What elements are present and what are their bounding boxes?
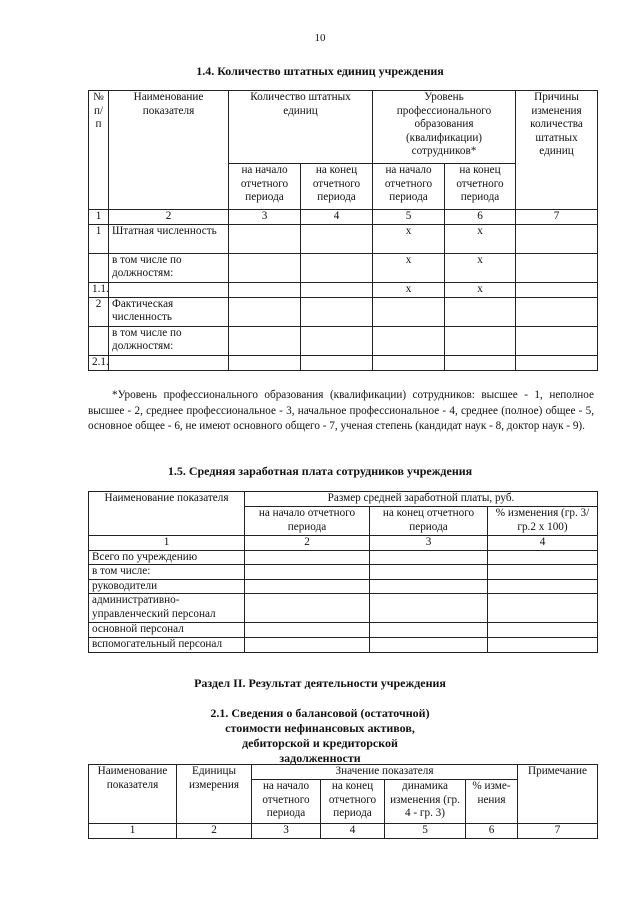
- col-num: 3: [252, 824, 321, 839]
- header-percent-change: % изме-нения: [466, 780, 518, 824]
- col-num: 3: [370, 536, 488, 551]
- col-num: 2: [245, 536, 370, 551]
- cell-empty: [245, 565, 370, 580]
- header-count: Количество штатных единиц: [229, 91, 373, 164]
- row-num: [89, 253, 109, 282]
- table-row: [89, 638, 598, 653]
- col-num: 4: [301, 210, 373, 225]
- col-num: 5: [385, 824, 466, 839]
- header-name: Наименование показателя: [109, 91, 229, 210]
- row-name: руководители: [89, 579, 245, 594]
- col-num: 7: [516, 210, 598, 225]
- cell-empty: [229, 355, 301, 370]
- cell-level-start: [373, 355, 445, 370]
- header-level-start: на начало отчетного периода: [373, 164, 445, 210]
- col-num: 6: [445, 210, 516, 225]
- row-num: 2: [89, 297, 109, 326]
- table-row: [89, 282, 598, 297]
- cell-empty: [229, 297, 301, 326]
- col-num: 2: [109, 210, 229, 225]
- cell-empty: [245, 579, 370, 594]
- row-name: [109, 282, 229, 297]
- cell-empty: [516, 297, 598, 326]
- header-reasons: Причины изменения количества штатных единиц: [516, 91, 598, 210]
- column-numbers-row: [89, 210, 598, 225]
- row-num: 2.1.: [89, 355, 109, 370]
- cell-empty: [488, 638, 598, 653]
- header-unit: Единицы измерения: [177, 765, 252, 824]
- header-num: № п/п: [89, 91, 109, 210]
- cell-empty: [229, 282, 301, 297]
- cell-empty: [301, 355, 373, 370]
- cell-empty: [229, 253, 301, 282]
- col-num: 4: [488, 536, 598, 551]
- cell-level-end: [445, 355, 516, 370]
- col-num: 4: [321, 824, 385, 839]
- row-num: 1: [89, 224, 109, 253]
- col-num: 1: [89, 824, 177, 839]
- cell-empty: [516, 355, 598, 370]
- education-level-footnote: *Уровень профессионального образования (квалификации) сотрудников: высшее - 1, неполное высшее - 2, среднее профессиональное - 3, начальное профессиональное - 4, среднее (полное) общее - 5, основное общее - 6, не имеют основного общего - 7, ученая степень (кандидат наук - 8, доктор наук - 9).: [88, 389, 594, 432]
- section-2-title: Раздел II. Результат деятельности учреждения: [194, 676, 446, 690]
- header-note: Примечание: [518, 765, 598, 824]
- cell-empty: [301, 282, 373, 297]
- row-name: в том числе:: [89, 565, 245, 580]
- page-number: 10: [314, 32, 326, 44]
- cell-empty: [488, 594, 598, 623]
- cell-empty: [488, 579, 598, 594]
- cell-level-end: х: [445, 282, 516, 297]
- col-num: 5: [373, 210, 445, 225]
- row-name: Штатная численность: [109, 224, 229, 253]
- header-end: на конец отчетного периода: [321, 780, 385, 824]
- cell-empty: [370, 623, 488, 638]
- table-row: [89, 623, 598, 638]
- row-name: Всего по учреждению: [89, 550, 245, 565]
- cell-empty: [301, 297, 373, 326]
- cell-empty: [245, 638, 370, 653]
- cell-empty: [370, 565, 488, 580]
- table-row: [89, 594, 598, 623]
- cell-level-end: [445, 297, 516, 326]
- row-name: в том числе по должностям:: [109, 326, 229, 355]
- cell-empty: [370, 550, 488, 565]
- cell-empty: [301, 253, 373, 282]
- header-start: на начало отчетного периода: [245, 507, 370, 536]
- balance-value-table: [88, 764, 598, 839]
- header-dynamics: динамика изменения (гр. 4 - гр. 3): [385, 780, 466, 824]
- table-row: [89, 297, 598, 326]
- column-numbers-row: [89, 824, 598, 839]
- header-level: Уровень профессионального образования (квалификации) сотрудников*: [373, 91, 516, 164]
- col-num: 7: [518, 824, 598, 839]
- cell-empty: [370, 638, 488, 653]
- cell-empty: [488, 623, 598, 638]
- col-num: 1: [89, 536, 245, 551]
- column-numbers-row: [89, 536, 598, 551]
- table-row: [89, 565, 598, 580]
- average-salary-table: [88, 491, 598, 653]
- section-1-4-title: 1.4. Количество штатных единиц учреждения: [196, 64, 444, 78]
- col-num: 2: [177, 824, 252, 839]
- row-name: вспомогательный персонал: [89, 638, 245, 653]
- cell-level-start: х: [373, 224, 445, 253]
- header-start: на начало отчетного периода: [252, 780, 321, 824]
- table-row: [89, 355, 598, 370]
- cell-empty: [516, 224, 598, 253]
- col-num: 1: [89, 210, 109, 225]
- table-row: [89, 326, 598, 355]
- cell-empty: [245, 594, 370, 623]
- header-percent-change: % изменения (гр. 3/гр.2 х 100): [488, 507, 598, 536]
- cell-level-start: [373, 326, 445, 355]
- row-name: административно-управленческий персонал: [89, 594, 245, 623]
- cell-empty: [301, 224, 373, 253]
- table-row: [89, 579, 598, 594]
- cell-level-end: х: [445, 253, 516, 282]
- cell-empty: [516, 326, 598, 355]
- header-name: Наименование показателя: [89, 492, 245, 536]
- cell-level-start: х: [373, 253, 445, 282]
- table-row: [89, 253, 598, 282]
- cell-empty: [245, 550, 370, 565]
- cell-level-start: [373, 297, 445, 326]
- row-name: в том числе по должностям:: [109, 253, 229, 282]
- cell-empty: [229, 326, 301, 355]
- cell-empty: [229, 224, 301, 253]
- header-count-start: на начало отчетного периода: [229, 164, 301, 210]
- cell-empty: [245, 623, 370, 638]
- section-2-1-title: 2.1. Сведения о балансовой (остаточной) стоимости нефинансовых активов, дебиторской и кредиторской задолженности: [210, 706, 430, 765]
- header-name: Наименование показателя: [89, 765, 177, 824]
- cell-level-end: [445, 326, 516, 355]
- row-name: [109, 355, 229, 370]
- header-end: на конец отчетного периода: [370, 507, 488, 536]
- col-num: 6: [466, 824, 518, 839]
- cell-empty: [516, 253, 598, 282]
- cell-empty: [301, 326, 373, 355]
- header-level-end: на конец отчетного периода: [445, 164, 516, 210]
- row-num: 1.1.: [89, 282, 109, 297]
- cell-empty: [516, 282, 598, 297]
- cell-empty: [370, 594, 488, 623]
- row-num: [89, 326, 109, 355]
- table-row: [89, 550, 598, 565]
- cell-empty: [488, 565, 598, 580]
- header-count-end: на конец отчетного периода: [301, 164, 373, 210]
- cell-level-end: х: [445, 224, 516, 253]
- cell-empty: [488, 550, 598, 565]
- row-name: основной персонал: [89, 623, 245, 638]
- table-row: [89, 224, 598, 253]
- staff-units-table: [88, 90, 598, 371]
- cell-level-start: х: [373, 282, 445, 297]
- cell-empty: [370, 579, 488, 594]
- header-value: Значение показателя: [252, 765, 518, 780]
- header-salary-size: Размер средней заработной платы, руб.: [245, 492, 598, 507]
- row-name: Фактическая численность: [109, 297, 229, 326]
- col-num: 3: [229, 210, 301, 225]
- section-1-5-title: 1.5. Средняя заработная плата сотрудников учреждения: [167, 464, 473, 478]
